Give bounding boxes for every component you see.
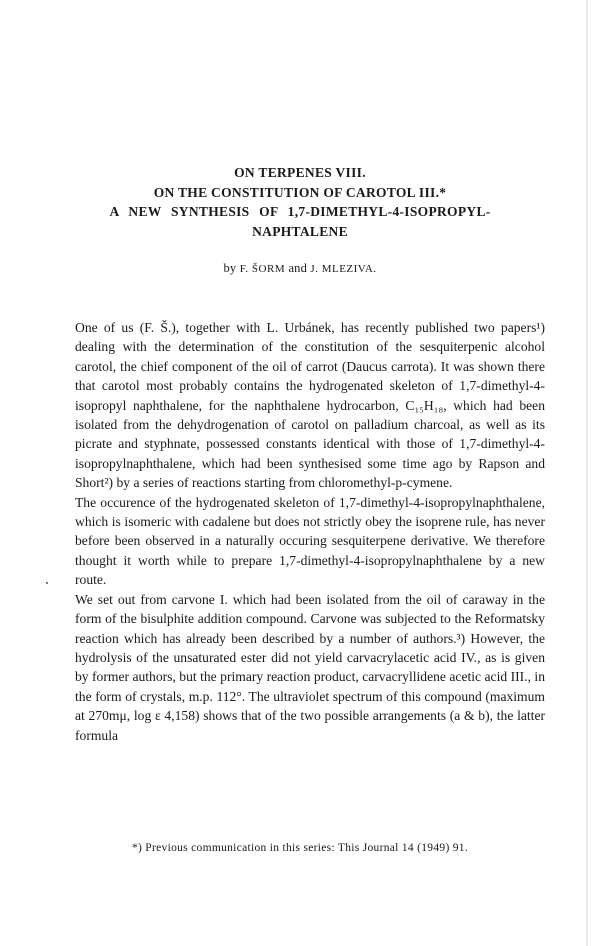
footnote: *) Previous communication in this series: This Journal 14 (1949) 91. xyxy=(131,842,469,854)
author-by: by xyxy=(223,261,237,275)
title-line-3: A NEW SYNTHESIS OF 1,7-DIMETHYL-4-ISOPROPYL- xyxy=(109,204,491,219)
scan-speck xyxy=(46,582,48,584)
paragraph-2: The occurence of the hydrogenated skeleton of 1,7-dimethyl-4-isopropylnaphthalene, which is isomeric with cadalene but does not strictly obey the isoprene rule, has never before been observed in a naturally occuring sesquiterpene derivative. We therefore thought it worth while to prepare 1,7-dimethyl-4-isopropylnaphthalene by a new route. xyxy=(75,494,545,588)
title-line-4: NAPHTALENE xyxy=(252,223,348,239)
article-body xyxy=(75,318,545,745)
title-line-1: ON TERPENES VIII. xyxy=(234,165,366,180)
article-title xyxy=(60,163,540,241)
author-and: and xyxy=(288,261,308,275)
paragraph-1: One of us (F. Š.), together with L. Urbánek, has recently published two papers¹) dealing with the determination of the constitution of the sesquiterpenic alcohol carotol, the chief component of the oil of carrot (Daucus carrota). It was shown there that carotol most probably contains the hydrogenated skeleton of 1,7-dimethyl-4-isopropyl naphthalene, for the naphthalene hydrocarbon, C₁₅H₁₈, which had been isolated from the dehydrogenation of carotol on palladium charcoal, as well as its picrate and styphnate, possessed constants identical with those of 1,7-dimethyl-4-isopropylnaphthalene, which had been synthesised some time ago by Rapson and Short²) by a series of reactions starting from chloromethyl-p-cymene. xyxy=(75,320,545,491)
author-2: J. MLEZIVA. xyxy=(310,263,377,275)
page-edge-shadow xyxy=(586,0,588,946)
title-line-2: ON THE CONSTITUTION OF CAROTOL III.* xyxy=(153,184,447,200)
author-1: F. ŠORM xyxy=(239,263,286,275)
paragraph-3: We set out from carvone I. which had been isolated from the oil of caraway in the form of the bisulphite addition compound. Carvone was subjected to the Reformatsky reaction which has already been described by a number of authors.³) However, the hydrolysis of the unsaturated ester did not yield carvacrylacetic acid IV., as is given by former authors, but the primary reaction product, carvacryllidene acetic acid III., in the form of crystals, m.p. 112°. The ultraviolet spectrum of this compound (maximum at 270mμ, log ε 4,158) shows that of the two possible arrangements (a & b), the latter formula xyxy=(75,591,545,743)
author-line xyxy=(0,261,600,276)
